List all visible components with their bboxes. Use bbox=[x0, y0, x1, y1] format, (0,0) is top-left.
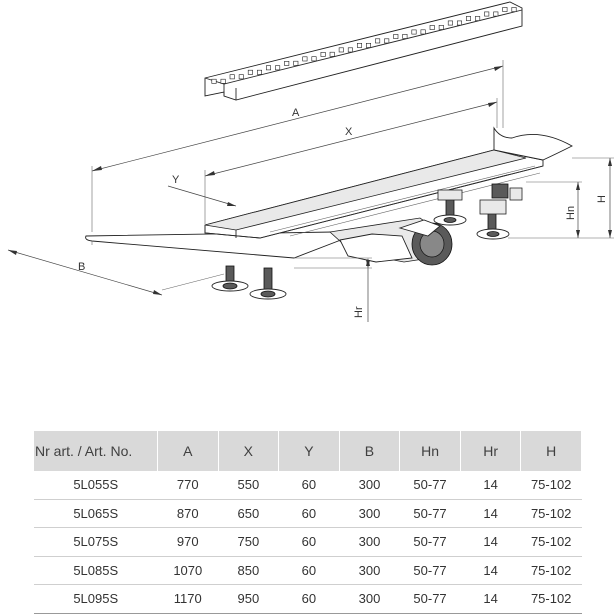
grate-slot bbox=[221, 79, 225, 83]
cell-a: 1170 bbox=[158, 585, 219, 614]
cell-a: 770 bbox=[158, 471, 219, 499]
grate-slot bbox=[512, 7, 516, 11]
cell-y: 60 bbox=[279, 528, 340, 557]
cell-h: 75-102 bbox=[521, 499, 582, 528]
cell-b: 300 bbox=[339, 585, 400, 614]
cell-hn: 50-77 bbox=[400, 471, 461, 499]
foot-right-3 bbox=[492, 184, 522, 200]
cell-art-no: 5L075S bbox=[34, 528, 158, 557]
cell-art-no: 5L095S bbox=[34, 585, 158, 614]
header-h: H bbox=[521, 431, 582, 471]
grate-slot bbox=[466, 16, 470, 20]
grate-slot bbox=[239, 75, 243, 79]
cell-y: 60 bbox=[279, 585, 340, 614]
grate-slot bbox=[439, 25, 443, 29]
cell-b: 300 bbox=[339, 471, 400, 499]
tiling-flange bbox=[86, 232, 346, 258]
grate-slot bbox=[485, 12, 489, 16]
cell-hr: 14 bbox=[460, 471, 521, 499]
grate-slot bbox=[394, 34, 398, 38]
header-x: X bbox=[218, 431, 279, 471]
cell-a: 970 bbox=[158, 528, 219, 557]
grate-slot bbox=[285, 61, 289, 65]
table-header-row bbox=[34, 431, 582, 471]
label-x: X bbox=[345, 126, 353, 138]
grate-slot bbox=[348, 48, 352, 52]
cell-x: 850 bbox=[218, 556, 279, 585]
label-h: H bbox=[596, 195, 608, 203]
cell-hr: 14 bbox=[460, 585, 521, 614]
grate-slot bbox=[385, 39, 389, 43]
dimension-y bbox=[168, 174, 236, 206]
grate-slot bbox=[330, 52, 334, 56]
grate-slot bbox=[248, 70, 252, 74]
drain-grate bbox=[205, 2, 522, 100]
table-row bbox=[34, 499, 582, 528]
table-row bbox=[34, 556, 582, 585]
cell-h: 75-102 bbox=[521, 471, 582, 499]
grate-slot bbox=[412, 30, 416, 34]
grate-slot bbox=[275, 66, 279, 70]
cell-art-no: 5L065S bbox=[34, 499, 158, 528]
grate-slot bbox=[494, 12, 498, 16]
dimension-hr bbox=[294, 258, 372, 322]
table-row bbox=[34, 528, 582, 557]
label-y: Y bbox=[172, 174, 180, 186]
label-b: B bbox=[78, 261, 86, 273]
table-row bbox=[34, 471, 582, 499]
cell-art-no: 5L085S bbox=[34, 556, 158, 585]
grate-slot bbox=[294, 61, 298, 65]
cell-x: 650 bbox=[218, 499, 279, 528]
grate-slot bbox=[430, 25, 434, 29]
foot-right-2 bbox=[477, 200, 509, 239]
cell-art-no: 5L055S bbox=[34, 471, 158, 499]
cell-hr: 14 bbox=[460, 528, 521, 557]
grate-slot bbox=[403, 34, 407, 38]
cell-a: 870 bbox=[158, 499, 219, 528]
cell-h: 75-102 bbox=[521, 528, 582, 557]
header-a: A bbox=[158, 431, 219, 471]
grate-slot bbox=[321, 52, 325, 56]
cell-hn: 50-77 bbox=[400, 556, 461, 585]
header-art-no: Nr art. / Art. No. bbox=[34, 431, 158, 471]
grate-slot bbox=[212, 79, 216, 83]
grate-slot bbox=[230, 75, 234, 79]
grate-slot bbox=[366, 43, 370, 47]
grate-slot bbox=[475, 16, 479, 20]
cell-x: 750 bbox=[218, 528, 279, 557]
cell-y: 60 bbox=[279, 471, 340, 499]
cell-x: 550 bbox=[218, 471, 279, 499]
cell-hn: 50-77 bbox=[400, 585, 461, 614]
cell-hn: 50-77 bbox=[400, 528, 461, 557]
grate-slot bbox=[312, 57, 316, 61]
cell-hr: 14 bbox=[460, 556, 521, 585]
header-hn: Hn bbox=[400, 431, 461, 471]
cell-y: 60 bbox=[279, 556, 340, 585]
dimension-b bbox=[8, 250, 224, 295]
cell-b: 300 bbox=[339, 556, 400, 585]
grate-slot bbox=[457, 21, 461, 25]
grate-slot bbox=[303, 57, 307, 61]
specification-table bbox=[34, 431, 582, 614]
grate-slot bbox=[448, 21, 452, 25]
grate-slot bbox=[503, 7, 507, 11]
cell-hr: 14 bbox=[460, 499, 521, 528]
grate-slot bbox=[257, 70, 261, 74]
cell-x: 950 bbox=[218, 585, 279, 614]
grate-slot bbox=[421, 30, 425, 34]
foot-right-1 bbox=[434, 190, 466, 225]
foot-left-1 bbox=[212, 266, 248, 291]
header-b: B bbox=[339, 431, 400, 471]
cell-b: 300 bbox=[339, 499, 400, 528]
grate-slot bbox=[339, 48, 343, 52]
cell-a: 1070 bbox=[158, 556, 219, 585]
cell-h: 75-102 bbox=[521, 556, 582, 585]
header-hr: Hr bbox=[460, 431, 521, 471]
cell-y: 60 bbox=[279, 499, 340, 528]
drain-channel bbox=[205, 128, 572, 238]
label-hr: Hr bbox=[353, 306, 365, 318]
grate-slot bbox=[266, 66, 270, 70]
table-row bbox=[34, 585, 582, 614]
grate-slot bbox=[357, 43, 361, 47]
label-a: A bbox=[292, 107, 300, 119]
foot-left-2 bbox=[250, 268, 286, 299]
label-hn: Hn bbox=[565, 205, 577, 220]
cell-h: 75-102 bbox=[521, 585, 582, 614]
header-y: Y bbox=[279, 431, 340, 471]
cell-b: 300 bbox=[339, 528, 400, 557]
grate-slot bbox=[375, 39, 379, 43]
cell-hn: 50-77 bbox=[400, 499, 461, 528]
